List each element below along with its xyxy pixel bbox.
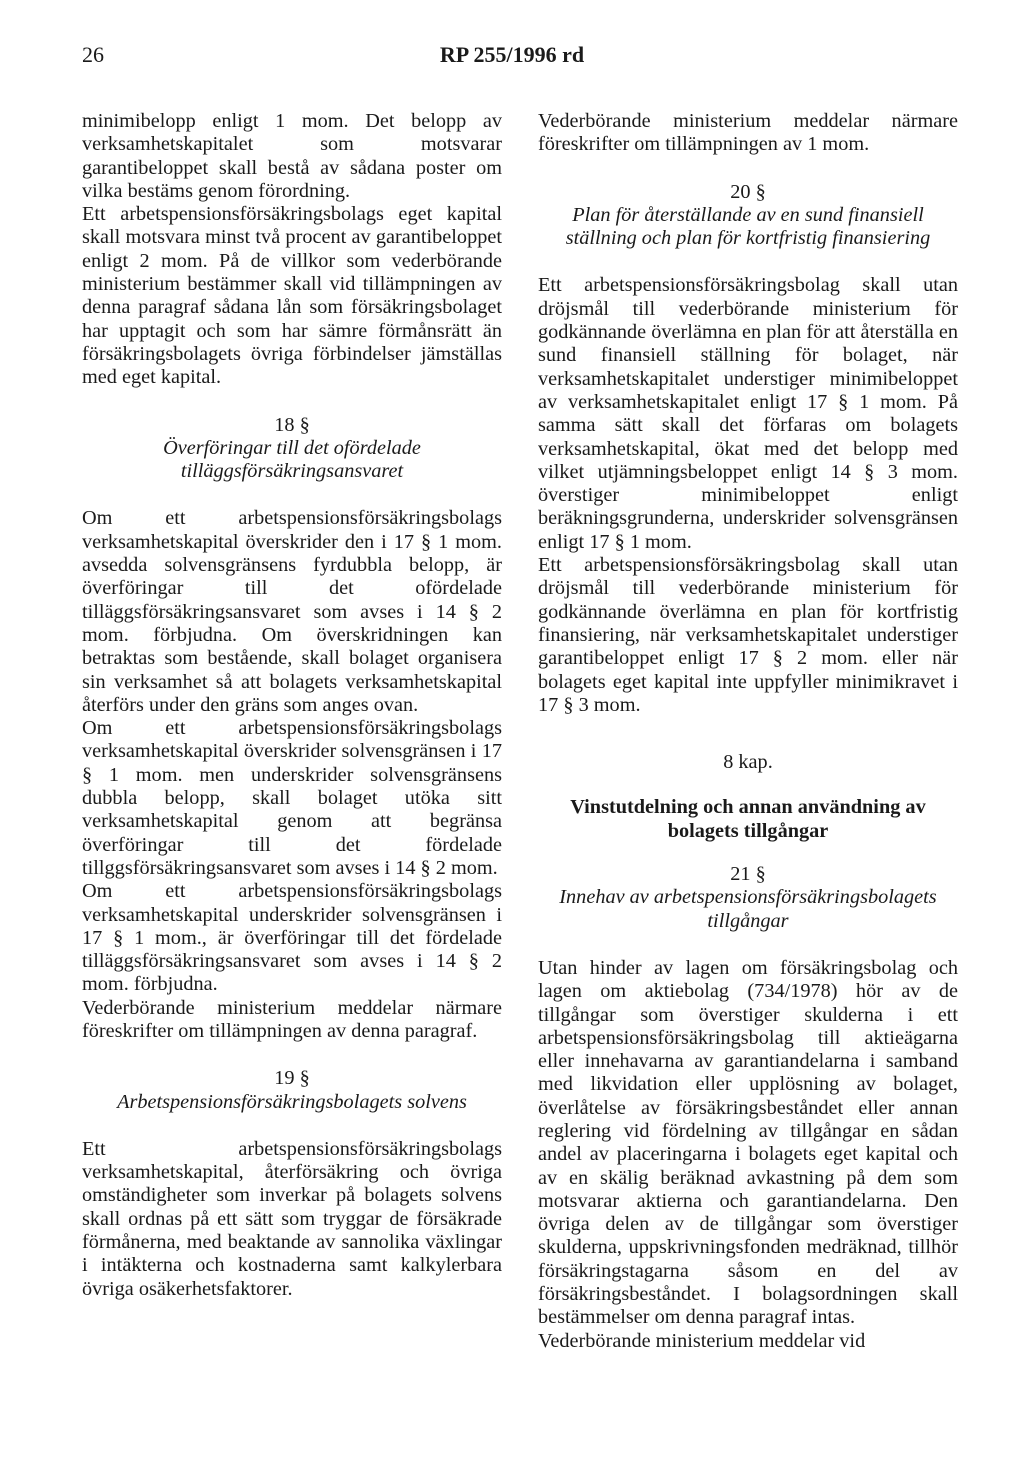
- chapter-number: 8 kap.: [723, 751, 773, 774]
- section-21-heading: [538, 863, 958, 933]
- chapter-title: Vinstutdelning och annan användning av bolagets tillgångar: [570, 796, 926, 842]
- section-number: 18 §: [274, 413, 310, 436]
- paragraph: Ett arbetspensionsförsäkringsbolags eget kapital skall motsvara minst två procent av garantibeloppet enligt 2 mom. På de villkor som vederbörande ministerium bestämmer skall vid tillämpningen av denna paragraf sådana lån som försäkringsbolaget har upptagit och som har sämre förmånsrätt än försäkringsbolagets övriga förbindelser jämställas med eget kapital.: [82, 203, 502, 389]
- section-title: Plan för återställande av en sund finansiell ställning och plan för kortfristig finansiering: [565, 203, 931, 250]
- page-header: [0, 42, 1024, 82]
- paragraph: Vederbörande ministerium meddelar vid: [538, 1329, 866, 1352]
- paragraph: Om ett arbetspensionsförsäkringsbolags verksamhetskapital överskrider solvensgränsen i 17 § 1 mom. men underskrider solvensgränsens dubbla belopp, skall bolaget utöka sitt verksamhetskapital genom att begränsa överföringar till det fördelade tillggsförsäkringsansvaret som avses i 14 § 2 mom.: [82, 717, 502, 879]
- paragraph: Ett arbetspensionsförsäkringsbolags verksamhetskapital, återförsäkring och övriga omständigheter som inverkar på bolagets solvens skall ordnas på ett sätt som tryggar de försäkrade förmånerna, med beaktande av sannolika växlingar i intäkterna och kostnaderna samt kalkylerbara övriga osäkerhetsfaktorer.: [82, 1137, 502, 1300]
- paragraph: Utan hinder av lagen om försäkringsbolag och lagen om aktiebolag (734/1978) hör av de tillgångar som överstiger skulderna i ett arbetspensionsförsäkringsbolag till aktieägarna eller innehavarna av garantiandelarna i samband med likvidation eller upplösning av bolaget, överlåtelse av försäkringsbeståndet eller annan reglering vid fördelning av tillgångar en sådan andel av placeringarna i bolagets eget kapital och av en skälig beräknad avkastning på dem som motsvarar aktierna och garantiandelarna. Den övriga delen av de tillgångar som överstiger skulderna, uppskrivningsfonden medräknad, tillhör försäkringstagarna såsom en del av försäkringsbeståndet. I bolagsordningen skall bestämmelser om denna paragraf intas.: [538, 956, 958, 1329]
- section-18-heading: [82, 414, 502, 484]
- left-column: [82, 110, 502, 1301]
- section-title: Överföringar till det ofördelade tilläggsförsäkringsansvaret: [163, 436, 421, 483]
- section-number: 19 §: [274, 1067, 310, 1090]
- paragraph: Vederbörande ministerium meddelar närmare föreskrifter om tillämpningen av denna paragraf.: [82, 996, 502, 1042]
- paragraph: Om ett arbetspensionsförsäkringsbolags verksamhetskapital överskrider den i 17 § 1 mom. avsedda solvensgränsens fyrdubbla belopp, är överföringar till det ofördelade tilläggsförsäkringsansvaret som avses i 14 § 2 mom. förbjudna. Om överskridningen kan betraktas som bestående, skall bolaget organisera sin verksamhet så att bolagets verksamhetskapital återförs under den gräns som anges ovan.: [82, 507, 502, 716]
- section-number: 21 §: [730, 863, 766, 886]
- paragraph: Om ett arbetspensionsförsäkringsbolags verksamhetskapital underskrider solvensgränsen i 17 § 1 mom., är överföringar till det fördelade tilläggsförsäkringsansvaret som avses i 14 § 2 mom. förbjudna.: [82, 880, 502, 996]
- paragraph: minimibelopp enligt 1 mom. Det belopp av verksamhetskapitalet som motsvarar garantibeloppet skall bestå av sådana poster om vilka bestäms genom förordning.: [82, 110, 502, 202]
- section-title: Innehav av arbetspensionsförsäkringsbolagets tillgångar: [559, 886, 937, 932]
- section-number: 20 §: [730, 180, 766, 203]
- page-number: 26: [82, 42, 104, 67]
- paragraph: Ett arbetspensionsförsäkringsbolag skall utan dröjsmål till vederbörande ministerium för godkännande överlämna en plan för att återställa en sund finansiell ställning för bolaget, när verksamhetskapitalet understiger minimibeloppet av verksamhetskapitalet enligt 17 § 1 mom. På samma sätt skall det förfaras om bolagets verksamhetskapital, ökat med det belopp med vilket utjämningsbeloppet enligt 14 § 3 mom. överstiger minimibeloppet enligt beräkningsgrunderna, underskrider solvensgränsen enligt 17 § 1 mom.: [538, 274, 958, 553]
- document-reference: RP 255/1996 rd: [439, 42, 585, 67]
- paragraph: Vederbörande ministerium meddelar närmare föreskrifter om tillämpningen av 1 mom.: [538, 110, 958, 156]
- paragraph: Ett arbetspensionsförsäkringsbolag skall utan dröjsmål till vederbörande ministerium för godkännande överlämna en plan för kortfristig finansiering, när verksamhetskapitalet understiger garantibeloppet enligt 17 § 2 mom. eller när bolagets eget kapital inte uppfyller minimikravet i 17 § 3 mom.: [538, 554, 958, 716]
- section-19-heading: [82, 1067, 502, 1114]
- section-20-heading: [538, 181, 958, 251]
- right-column: [538, 110, 958, 1353]
- section-title: Arbetspensionsförsäkringsbolagets solvens: [117, 1090, 467, 1113]
